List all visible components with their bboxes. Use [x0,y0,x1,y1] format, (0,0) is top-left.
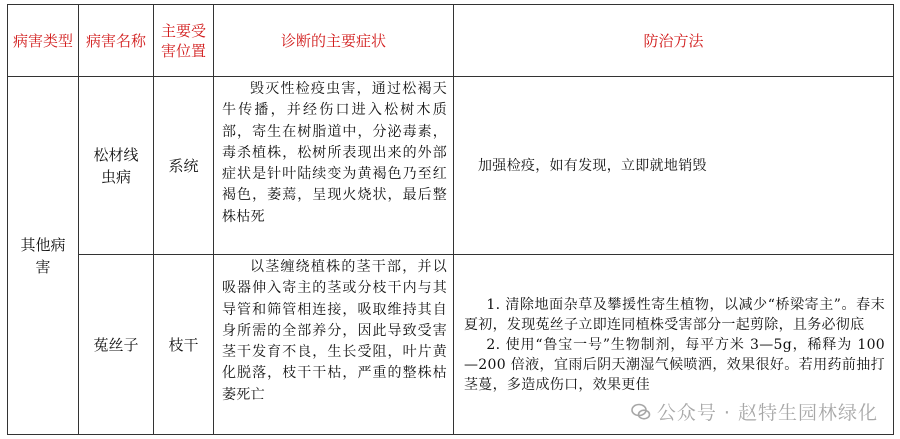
header-control-methods: 防治方法 [454,5,894,77]
disease-name-cell: 松材线虫病 [79,77,154,255]
method-item: 1. 清除地面杂草及攀援性寄生植物，以减少“桥梁寄主”。春末夏初，发现菟丝子立即连同植株受害部分一起剪除，且务必彻底 [464,296,885,333]
symptoms-cell: 以茎缠绕植株的茎干部，并以吸器伸入寄主的茎或分枝干内与其导管和筛管相连接，吸取维持其自身所需的全部养分，因此导致受害茎干发育不良，生长受阻，叶片黄化脱落，枝干干枯，严重的整株枯萎死亡 [214,255,454,435]
watermark [631,398,878,425]
disease-type-cell: 其他病害 [8,77,79,435]
header-symptoms: 诊断的主要症状 [214,5,454,77]
symptoms-cell: 毁灭性检疫虫害，通过松褐天牛传播，并经伤口进入松树木质部，寄生在树脂道中，分泌毒素，毒杀植株，松树所表现出来的外部症状是针叶陆续变为黄褐色乃至红褐色，萎蔫，呈现火烧状，最后整株枯死 [214,77,454,255]
disease-table [7,4,894,435]
header-row [8,5,894,77]
method-item: 加强检疫，如有发现，立即就地销毁 [478,157,707,174]
affected-part-cell: 系统 [154,77,214,255]
methods-cell [454,77,894,255]
wechat-logo-icon [631,402,651,422]
method-item: 2. 使用“鲁宝一号”生物制剂，每平方米 3—5g，稀释为 100—200 倍液，宜雨后阴天潮湿气候喷洒，效果很好。若用药前抽打茎蔓，多造成伤口，效果更佳 [464,336,885,393]
header-disease-name: 病害名称 [79,5,154,77]
header-disease-type: 病害类型 [8,5,79,77]
disease-name-cell: 菟丝子 [79,255,154,435]
table-row [8,77,894,255]
affected-part-cell: 枝干 [154,255,214,435]
watermark-text: 公众号 · 赵特生园林绿化 [656,402,878,424]
header-affected-part: 主要受害位置 [154,5,214,77]
